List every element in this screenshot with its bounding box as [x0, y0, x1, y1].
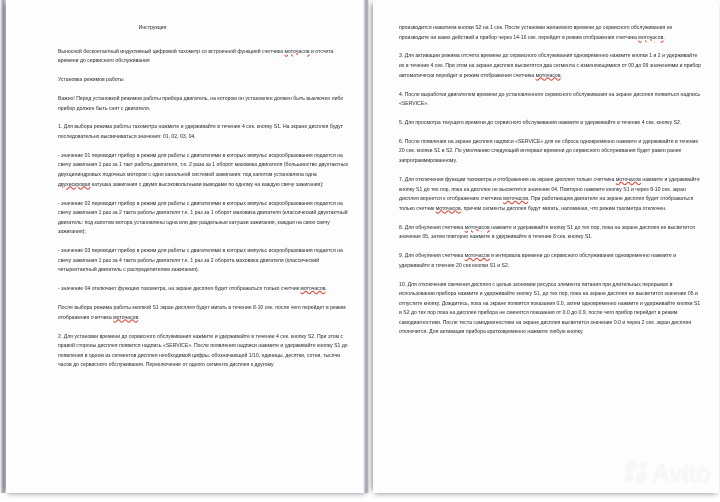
text-run: - значение 01 переводит прибор в режим для работы с двигателями в которых импульс искрообразования подается на свечу зажигания 1 раз за 1 такт работы двигателя, т.е. 2 раза за 1 оборот маховика двигателя (большинство двухтактных двухцилиндровых лодочных моторов с одно канальной системой зажигания: под капотом установлена одна — [58, 152, 349, 179]
paragraph-value-03 — [58, 247, 349, 276]
text-run: производится нажатием кнопки S2 на 1 сек. После установки желаемого времени до сервисного обслуживания не производите ни каких действий и прибор через 14-16 сек. перейдет в режим отображения счетчика — [399, 25, 673, 41]
page-1-blocks — [58, 48, 349, 371]
text-run: нажмите и удерживайте кнопку S1 до тех пор, пока на дисплее не высветится значение 04. Повторно нажмите кнопку S1 и через 8-10 сек. экран дисплея вернется к отображению счетчика — [399, 176, 700, 203]
text-run: . — [663, 34, 665, 41]
avito-wordmark: Avito — [651, 460, 711, 488]
text-run: После выбора режима работы кнопкой S1 экран дисплея будет мигать в течение 8-10 сек. после чего перейдет в режим отображения счетчика — [58, 305, 346, 321]
paragraph-item-9 — [399, 252, 703, 271]
text-run: . — [138, 314, 140, 321]
avito-dots-icon — [624, 460, 650, 489]
spellcheck-word: моточасов — [284, 48, 310, 55]
document-page-1[interactable] — [6, 0, 368, 493]
text-run: . — [560, 72, 563, 79]
text-run: Выносной бесконтактный индуктивный цифровой тахометр со встроенной функцией счетчика — [58, 48, 285, 55]
text-run: . — [325, 286, 327, 293]
spellcheck-word: моточасов — [300, 286, 326, 293]
paragraph-value-04 — [58, 285, 349, 295]
document-title: Инструкция — [138, 25, 167, 31]
spellcheck-word: двухискровая — [58, 181, 91, 188]
spellcheck-word: моточасов — [464, 224, 490, 231]
paragraph-intro — [58, 48, 349, 67]
text-run: 7. Для отключения функции тахометра и отображения на экране дисплея только счетчика — [399, 176, 616, 183]
text-run: Установка режимов работы — [58, 77, 124, 84]
text-run: 9. Для обнуления счетчика — [399, 253, 465, 260]
paragraph-item-3 — [399, 52, 703, 81]
paragraph-item-4 — [399, 91, 703, 110]
text-run: - значение 04 отключает функцию тахометра, на экране дисплея будет отображаться только счетчик — [58, 286, 301, 293]
avito-watermark — [624, 460, 711, 489]
text-run: 5. Для просмотра текущего времени до сервисного обслуживания нажмите и удерживайте в течение 4 сек. кнопку S2. — [399, 120, 682, 126]
paragraph-item-1 — [58, 123, 349, 142]
text-run: 1. Для выбора режима работы тахометра нажмите и удерживайте в течение 4 сек. кнопку S1. На экране дисплея будут последовательно высвечиваться значения: 01, 02, 03, 04. — [58, 124, 344, 140]
paragraph-value-01 — [58, 152, 349, 190]
paragraph-item-2 — [58, 333, 349, 371]
text-run: Важно! Перед установкой режимов работы прибора двигатель, на котором он установлен должен быть выключен либо прибор должен быть снят с двигателя. — [58, 95, 344, 112]
paragraph-item-6 — [399, 138, 703, 167]
text-run: и интервала времени до сервисного обслуживания одновременно нажмите и удерживайте в течение 20 сек кнопки S1 и S2. — [399, 253, 677, 269]
paragraph-item-10 — [399, 281, 703, 338]
text-run: 8. Для обнуления счетчика — [399, 224, 465, 231]
document-page-2[interactable] — [373, 0, 719, 493]
spellcheck-word: моточасов — [113, 314, 139, 321]
paragraph-value-02 — [58, 200, 349, 238]
text-run: 3. Для активации режима отсчета времени до сервисного обслуживания одновременно нажмите кнопки 1 и 2 и удерживайте их в течение 4 сек. При этом на экране дисплея высветятся два сегмента с изменяющимися от 00 до 09 значениями и прибор автоматически перейдет в режим отображения счетчика — [399, 53, 702, 79]
paragraph-section-modes — [58, 76, 349, 86]
paragraph-item-2-cont — [399, 24, 703, 43]
page-2-blocks — [399, 24, 703, 338]
text-run: . При работающем двигателе на экране дисплея будет отображаться только счетчик — [399, 196, 694, 212]
spellcheck-word: моточасов — [638, 34, 664, 41]
spellcheck-word: моточасов — [535, 72, 561, 79]
text-run: катушка зажигания с двумя высоковольтными выводами по одному на каждую свечу зажигания); — [90, 181, 324, 188]
spellcheck-word: моточасов — [464, 253, 490, 260]
paragraph-after-select — [58, 304, 349, 323]
paragraph-warning — [58, 95, 349, 114]
spellcheck-word: моточасов — [503, 196, 529, 203]
page-1-content — [58, 24, 349, 380]
text-run: нажмите и удерживайте кнопку S1 до тех пор, пока на экране дисплея не высветится значение 05, затем повторно нажмите и удерживайте в течение 8 сек. кнопку S1. — [399, 224, 695, 241]
text-run: - значение 02 переводит прибор в режим для работы с двигателями в которых импульс искрообразования подается на свечу зажигания 1 раз за 2 такта работы двигателя т.е. 1 раз за 1 оборот маховика двигателя (классический двухтактный двигатель: под капотом мотора установлены одна или две раздельные катушки зажигания, каждая на свою свечу зажигания); — [58, 200, 348, 236]
paragraph-item-8 — [399, 224, 703, 243]
page-2-content — [399, 24, 703, 347]
text-run: - значение 03 переводит прибор в режим для работы с двигателями в которых импульс искрообразования подается на свечу зажигания 1 раз за 4 такта работы двигателя т.е. 1 раз за 2 оборота маховика двигателя (классический четырехтактный двигатель с распределителем зажигания). — [58, 248, 343, 274]
paragraph-item-7 — [399, 176, 703, 214]
text-run: 6. После появления на экране дисплея надписи «SERVICE» для ее сброса одновременно нажмите и удерживайте в течение 20 сек. кнопки S1 и S2. По умолчанию следующий интервал времени до сервисного обслуживания будет равен ранее запрограммированному. — [399, 138, 699, 165]
page-gutter-right — [363, 0, 369, 493]
text-run: 10. Для отключения свечения дисплея с целью экономии ресурса элемента питания при длительных перерывах в использовании прибора нажмите и удерживайте кнопку S1, до тех пор, пока на экране дисплея не высветится значение 05 и отпустите кнопку. Дождитесь, пока на экране появятся показания 0.0, затем одновременно нажмите и удерживайте кнопки S1 и S2 до тех пор пока на дисплее прибора не сменятся показания от 0.0 до 0.9, после чего прибор перейдет в режим самодиагностики. После теста самодиагностики на экране дисплея высветится значение 0.0 и через 2 сек. экран дисплея отключится. Для активации прибора кратковременно нажмите любую кнопку. — [399, 281, 701, 336]
text-run: , причем сегменты дисплея будут мигать, напоминая, что режим тахометра отключен. — [460, 205, 667, 212]
text-run: и отсчета времени до сервисного обслуживания — [58, 48, 334, 65]
text-run: 4. После выработки двигателем времени до установленного сервисного обслуживания на экране дисплея появиться надпись «SERVICE». — [399, 91, 701, 108]
text-run: 2. Для установки времени до сервисного обслуживания нажмите и удерживайте в течение 4 сек. кнопку S2. При этом с правой стороны дисплея появится надпись «SERVICE». После появления надписи нажмите и удерживайте кнопку S1 до появления в одном из сегментов дисплея необходимой цифры, обозначающей 1/10, единицы, десятки, сотни, тысячи часов до сервисного обслуживания. Переключение от одного сегмента дисплея к другому — [58, 333, 348, 369]
spellcheck-word: моточасов — [615, 176, 641, 183]
paragraph-item-5 — [399, 119, 703, 129]
spellcheck-word: моточасов — [435, 205, 461, 212]
